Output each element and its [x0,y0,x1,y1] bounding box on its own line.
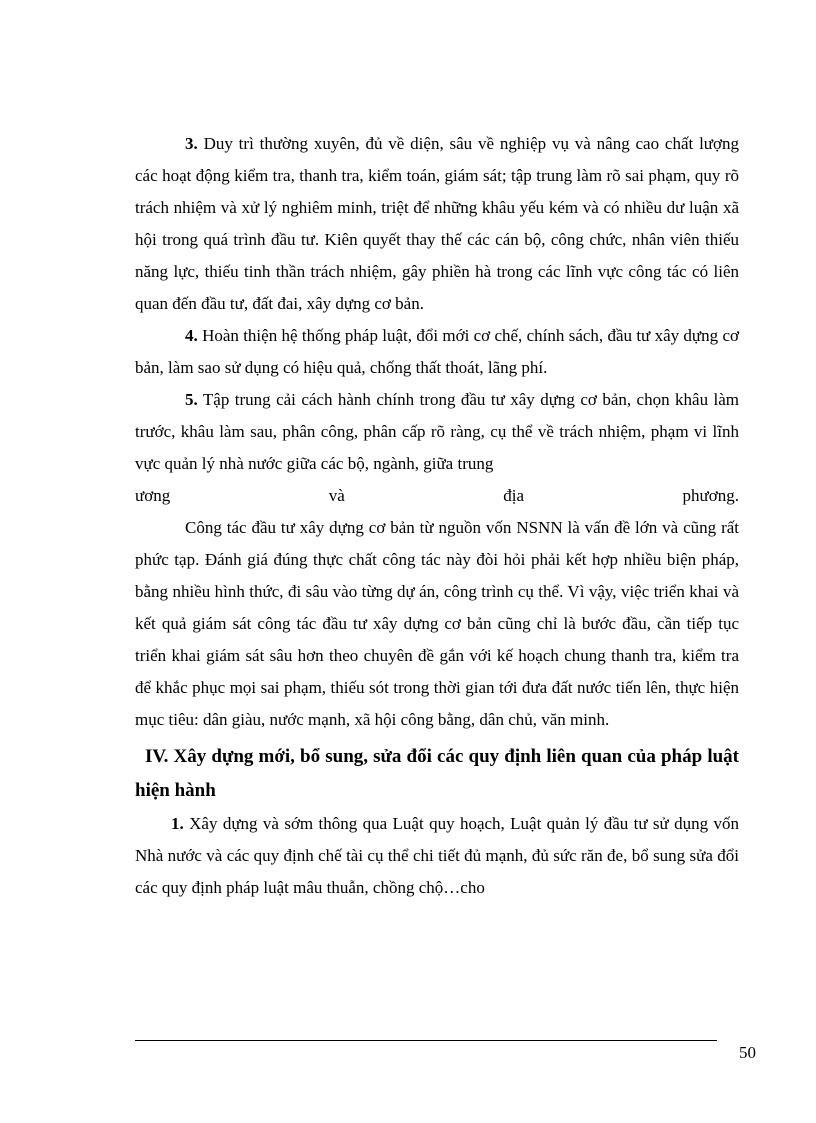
paragraph-iv-1 [135,808,739,904]
paragraph-text: Tập trung cải cách hành chính trong đầu tư xây dựng cơ bản, chọn khâu làm trước, khâu làm sau, phân công, phân cấp rõ ràng, cụ thể về trách nhiệm, phạm vi lĩnh vực quản lý nhà nước giữa các bộ, ngành, giữa trung [135,390,739,473]
paragraph-text: Xây dựng và sớm thông qua Luật quy hoạch, Luật quản lý đầu tư sử dụng vốn Nhà nước và các quy định chế tài cụ thể chi tiết đủ mạnh, đủ sức răn đe, bổ sung sửa đổi các quy định pháp luật mâu thuẫn, chồng chộ…cho [135,814,740,897]
section-heading: IV. Xây dựng mới, bổ sung, sửa đổi các quy định liên quan của pháp luật hiện hành [135,746,739,801]
paragraph-3 [135,128,739,320]
paragraph-text: Hoàn thiện hệ thống pháp luật, đổi mới cơ chế, chính sách, đầu tư xây dựng cơ bản, làm sao sử dụng có hiệu quả, chống thất thoát, lãng phí. [135,326,739,377]
paragraph-text: Duy trì thường xuyên, đủ về diện, sâu về nghiệp vụ và nâng cao chất lượng các hoạt động kiểm tra, thanh tra, kiểm toán, giám sát; tập trung làm rõ sai phạm, quy rõ trách nhiệm và xử lý nghiêm minh, triệt để những khâu yếu kém và có nhiều dư luận xã hội trong quá trình đầu tư. Kiên quyết thay thế các cán bộ, công chức, nhân viên thiếu năng lực, thiếu tinh thần trách nhiệm, gây phiền hà trong các lĩnh vực công tác có liên quan đến đầu tư, đất đai, xây dựng cơ bản. [135,134,739,313]
paragraph-summary: Công tác đầu tư xây dựng cơ bản từ nguồn vốn NSNN là vấn đề lớn và cũng rất phức tạp. Đánh giá đúng thực chất công tác này đòi hỏi phải kết hợp nhiều biện pháp, bằng nhiều hình thức, đi sâu vào từng dự án, công trình cụ thể. Vì vậy, việc triển khai và kết quả giám sát công tác đầu tư xây dựng cơ bản cũng chỉ là bước đầu, cần tiếp tục triển khai giám sát sâu hơn theo chuyên đề gắn với kế hoạch chung thanh tra, kiểm tra để khắc phục mọi sai phạm, thiếu sót trong thời gian tới đưa đất nước tiến lên, thực hiện mục tiêu: dân giàu, nước mạnh, xã hội công bằng, dân chủ, văn minh. [135,518,739,729]
page-number: 50 [739,1043,756,1062]
paragraph-number: 3. [185,134,198,153]
paragraph-number: 4. [185,326,198,345]
paragraph-4 [135,320,739,384]
document-body [135,128,739,904]
paragraph-number: 5. [185,390,198,409]
footer-divider [135,1040,717,1041]
paragraph-5-last-line: ương và địa phương. [135,486,739,505]
paragraph-5 [135,384,739,480]
paragraph-number: 1. [171,814,184,833]
